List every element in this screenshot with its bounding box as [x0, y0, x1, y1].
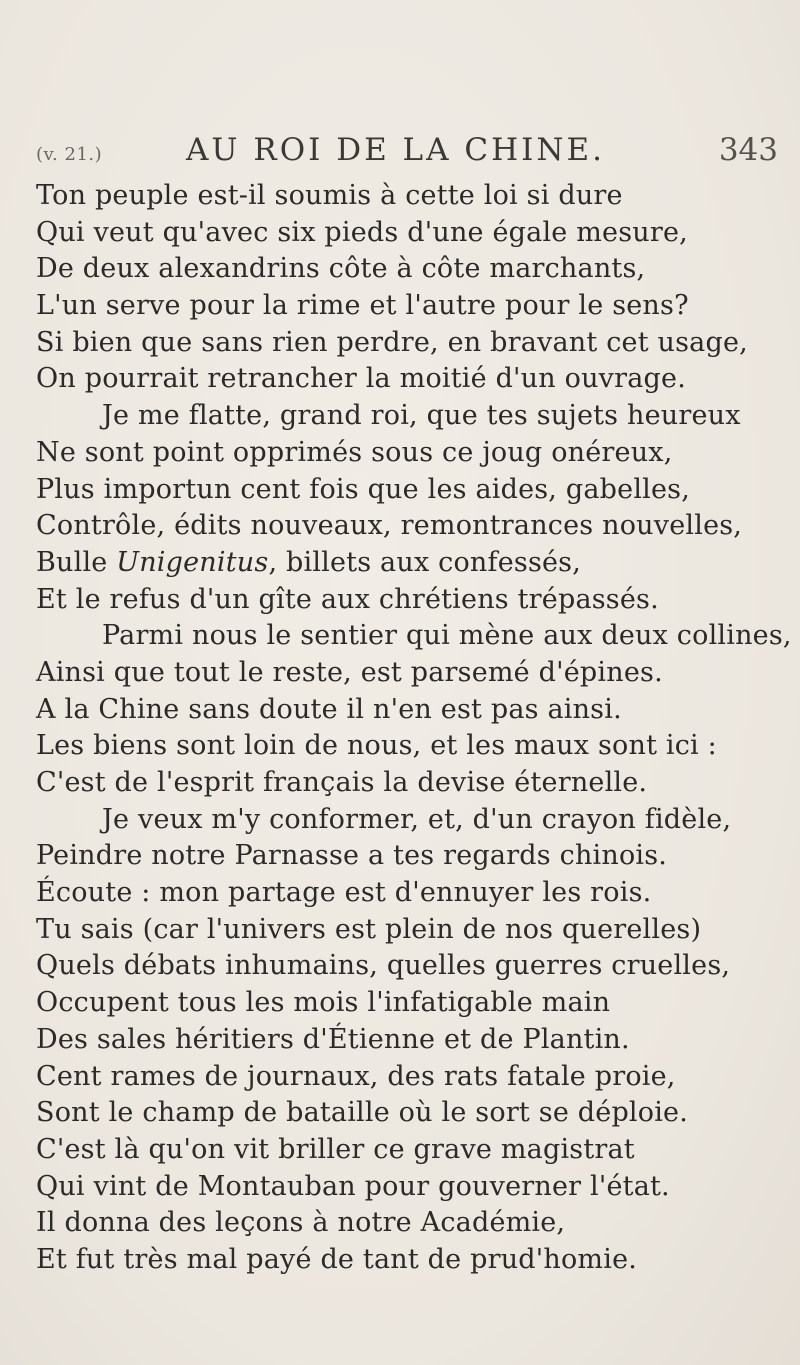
page-header [36, 132, 778, 176]
verse-line: Écoute : mon partage est d'ennuyer les rois. [36, 877, 652, 909]
stanza-start-line: Parmi nous le sentier qui mène aux deux collines, [102, 620, 792, 652]
verse-line: Les biens sont loin de nous, et les maux sont ici : [36, 730, 717, 762]
verse-reference: (v. 21.) [36, 144, 103, 165]
page-number: 343 [718, 132, 778, 168]
verse-line: L'un serve pour la rime et l'autre pour le sens? [36, 290, 689, 322]
verse-line: C'est là qu'on vit briller ce grave magistrat [36, 1133, 635, 1165]
verse-line: Et le refus d'un gîte aux chrétiens trépassés. [36, 583, 659, 615]
italic-title: Unigenitus [116, 546, 269, 578]
verse-text: , billets aux confessés, [268, 546, 582, 578]
verse-line: Peindre notre Parnasse a tes regards chinois. [36, 840, 668, 872]
verse-line-mixed [36, 545, 796, 582]
verse-line: On pourrait retrancher la moitié d'un ouvrage. [36, 363, 686, 395]
verse-line: Et fut très mal payé de tant de prud'homie. [36, 1243, 638, 1275]
verse-line: Occupent tous les mois l'infatigable main [36, 987, 611, 1019]
verse-line: Ainsi que tout le reste, est parsemé d'épines. [36, 656, 663, 688]
verse-line: Tu sais (car l'univers est plein de nos querelles) [36, 913, 702, 945]
verse-line: Il donna des leçons à notre Académie, [36, 1207, 566, 1239]
stanza-start-line: Je veux m'y conformer, et, d'un crayon fidèle, [102, 803, 732, 835]
verse-line: Cent rames de journaux, des rats fatale proie, [36, 1060, 676, 1092]
verse-line: Des sales héritiers d'Étienne et de Plantin. [36, 1023, 630, 1055]
verse-line: Sont le champ de bataille où le sort se déploie. [36, 1097, 689, 1129]
verse-line: Qui veut qu'avec six pieds d'une égale mesure, [36, 216, 688, 248]
verse-line: Quels débats inhumains, quelles guerres cruelles, [36, 950, 731, 982]
verse-line: Si bien que sans rien perdre, en bravant cet usage, [36, 326, 748, 358]
poem-body [36, 178, 796, 1279]
stanza-start-line: Je me flatte, grand roi, que tes sujets heureux [102, 400, 741, 432]
verse-line: A la Chine sans doute il n'en est pas ainsi. [36, 693, 622, 725]
verse-line: Qui vint de Montauban pour gouverner l'état. [36, 1170, 670, 1202]
verse-line: Plus importun cent fois que les aides, gabelles, [36, 473, 691, 505]
verse-line: Ton peuple est-il soumis à cette loi si dure [36, 180, 623, 211]
verse-line: De deux alexandrins côte à côte marchants, [36, 253, 646, 285]
verse-line: C'est de l'esprit français la devise éternelle. [36, 767, 648, 798]
verse-line: Ne sont point opprimés sous ce joug onéreux, [36, 436, 673, 468]
running-title: AU ROI DE LA CHINE. [186, 132, 605, 168]
verse-line: Contrôle, édits nouveaux, remontrances nouvelles, [36, 510, 743, 542]
verse-text: Bulle [36, 546, 117, 578]
